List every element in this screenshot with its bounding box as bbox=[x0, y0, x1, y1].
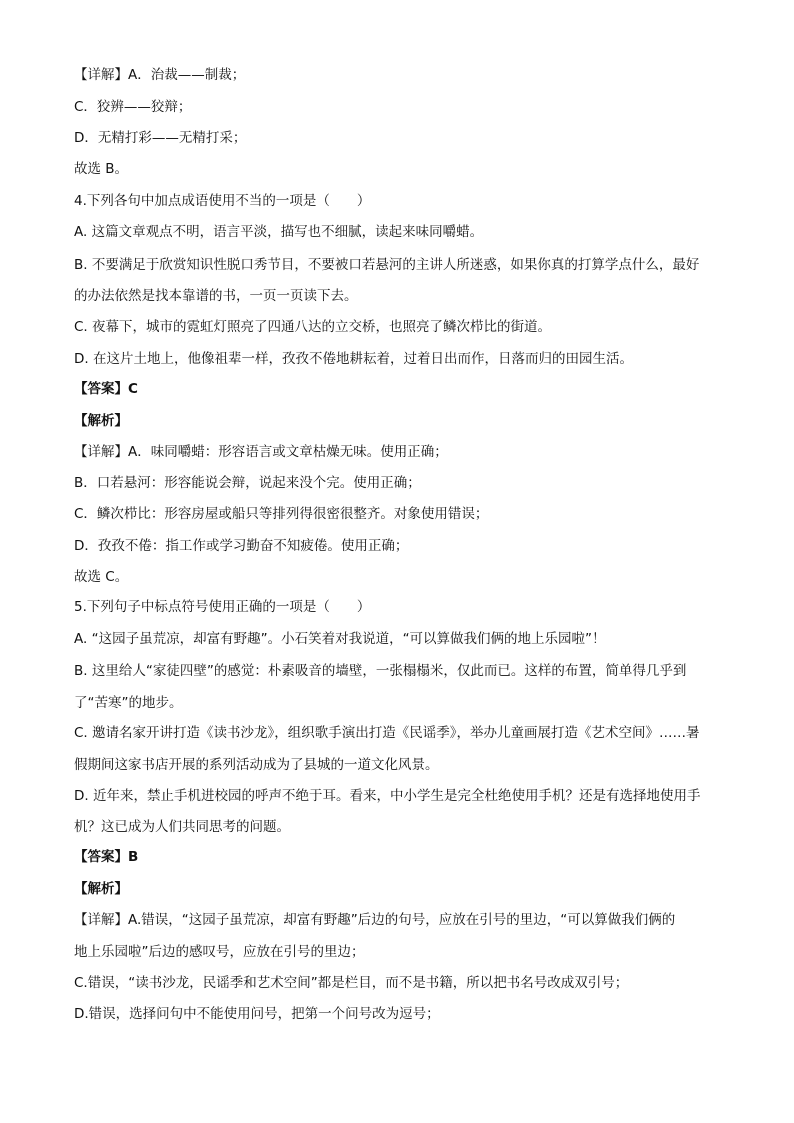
document-line: A. 这篇文章观点不明，语言平淡，描写也不细腻，读起来味同嚼蜡。 bbox=[74, 224, 484, 240]
document-line: 【详解】A.错误，“这园子虽荒凉，却富有野趣”后边的句号，应放在引号的里边，“可以算做我们俩的 bbox=[74, 912, 676, 928]
document-line: 地上乐园啦”后边的感叹号，应放在引号的里边； bbox=[74, 944, 365, 960]
document-line: 【答案】B bbox=[74, 849, 139, 865]
document-line: 【解析】 bbox=[74, 881, 128, 897]
document-line: 【解析】 bbox=[74, 413, 128, 429]
document-line: C. 夜幕下，城市的霓虹灯照亮了四通八达的立交桥，也照亮了鳞次栉比的街道。 bbox=[74, 319, 552, 335]
document-line: B. 不要满足于欣赏知识性脱口秀节目，不要被口若悬河的主讲人所迷惑，如果你真的打算学点什么，最好 bbox=[74, 257, 700, 273]
document-line: D. 在这片土地上，他像祖辈一样，孜孜不倦地耕耘着，过着日出而作，日落而归的田园生活。 bbox=[74, 351, 633, 367]
document-line: 假期间这家书店开展的系列活动成为了县城的一道文化风景。 bbox=[74, 757, 439, 773]
document-line: B. 这里给人“家徒四壁”的感觉：朴素吸音的墙壁，一张榻榻米，仅此而已。这样的布置，简单得几乎到 bbox=[74, 663, 687, 679]
document-line: 【详解】A．味同嚼蜡：形容语言或文章枯燥无味。使用正确； bbox=[74, 444, 448, 460]
document-line: C.错误，“读书沙龙，民谣季和艺术空间”都是栏目，而不是书籍，所以把书名号改成双引号； bbox=[74, 975, 629, 991]
document-line: 4.下列各句中加点成语使用不当的一项是（ ） bbox=[74, 193, 371, 209]
document-line: D. 近年来，禁止手机进校园的呼声不绝于耳。看来，中小学生是完全杜绝使用手机？还是有选择地使用手 bbox=[74, 788, 701, 804]
document-line: 故选 B。 bbox=[74, 161, 129, 177]
document-line: 【答案】C bbox=[74, 381, 138, 397]
document-line: 了“苦寒”的地步。 bbox=[74, 695, 183, 711]
document-line: 的办法依然是找本靠谱的书，一页一页读下去。 bbox=[74, 288, 358, 304]
document-line: D.错误，选择问句中不能使用问号，把第一个问号改为逗号； bbox=[74, 1006, 440, 1022]
document-line: 机？这已成为人们共同思考的问题。 bbox=[74, 819, 290, 835]
document-line: D．无精打彩——无精打采； bbox=[74, 130, 247, 146]
document-line: 5.下列句子中标点符号使用正确的一项是（ ） bbox=[74, 599, 371, 615]
document-line: D．孜孜不倦：指工作或学习勤奋不知疲倦。使用正确； bbox=[74, 538, 409, 554]
document-line: C．狡辨——狡辩； bbox=[74, 99, 192, 115]
document-line: C．鳞次栉比：形容房屋或船只等排列得很密很整齐。对象使用错误； bbox=[74, 506, 489, 522]
document-line: A. “这园子虽荒凉，却富有野趣”。小石笑着对我说道，“可以算做我们俩的地上乐园啦”！ bbox=[74, 631, 606, 647]
document-line: 故选 C。 bbox=[74, 569, 129, 585]
document-line: B．口若悬河：形容能说会辩，说起来没个完。使用正确； bbox=[74, 475, 421, 491]
document-line: C. 邀请名家开讲打造《读书沙龙》，组织歌手演出打造《民谣季》，举办儿童画展打造《艺术空间》……暑 bbox=[74, 725, 700, 741]
document-line: 【详解】A．治裁——制裁； bbox=[74, 67, 246, 83]
